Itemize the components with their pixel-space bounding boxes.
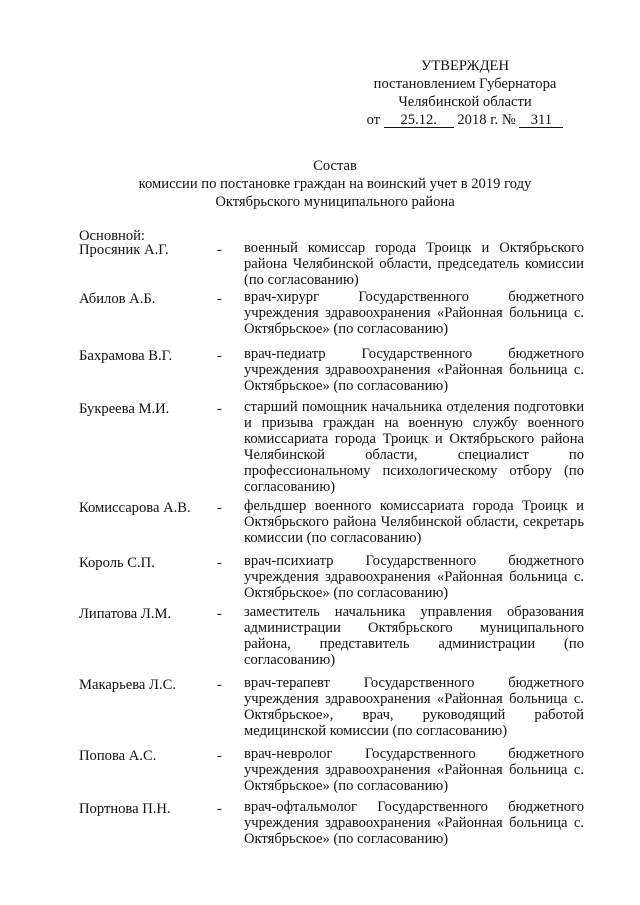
member-row — [79, 289, 584, 346]
member-name: Просяник А.Г. — [79, 242, 169, 258]
section-label: Основной: — [79, 228, 145, 244]
member-name: Абилов А.Б. — [79, 291, 156, 307]
member-role: заместитель начальника управления образования администрации Октябрьского муниципального района, представитель администрации (по согласованию) — [244, 604, 584, 668]
approval-decree: постановлением Губернатора — [373, 76, 557, 92]
member-name: Попова А.С. — [79, 748, 157, 764]
member-role: врач-психиатр Государственного бюджетного учреждения здравоохранения «Районная больница с. Октябрьское» (по согласованию) — [244, 553, 584, 601]
member-role: военный комиссар города Троицк и Октябрьского района Челябинской области, председатель комиссии (по согласованию) — [244, 240, 584, 288]
member-role: фельдшер военного комиссариата города Троицк и Октябрьского района Челябинской области, секретарь комиссии (по согласованию) — [244, 498, 584, 546]
member-name: Бахрамова В.Г. — [79, 348, 173, 364]
member-dash: - — [217, 748, 222, 764]
member-dash: - — [217, 606, 222, 622]
member-row — [79, 799, 584, 851]
member-dash: - — [217, 801, 222, 817]
approval-number: 311 — [519, 113, 563, 128]
approval-region: Челябинской области — [398, 94, 532, 110]
member-name: Букреева М.И. — [79, 401, 170, 417]
approval-prefix: от — [366, 112, 381, 128]
member-row — [79, 746, 584, 799]
member-row — [79, 675, 584, 746]
member-row — [79, 604, 584, 675]
member-role: врач-офтальмолог Государственного бюджетного учреждения здравоохранения «Районная больница с. Октябрьское» (по согласованию) — [244, 799, 584, 847]
approval-date: 25.12. — [384, 113, 454, 128]
title-line-1: Состав — [313, 158, 357, 174]
member-dash: - — [217, 348, 222, 364]
member-row — [79, 240, 584, 289]
member-dash: - — [217, 291, 222, 307]
member-role: старший помощник начальника отделения подготовки и призыва граждан на военную службу военного комиссариата города Троицк и Октябрьского района Челябинской области, специалист по профессиональному психологическому отбору (по согласованию) — [244, 399, 584, 495]
member-name: Макарьева Л.С. — [79, 677, 176, 693]
member-name: Король С.П. — [79, 555, 155, 571]
title-line-3: Октябрьского муниципального района — [215, 194, 455, 210]
approval-year: 2018 г. № — [457, 112, 516, 128]
member-role: врач-хирург Государственного бюджетного учреждения здравоохранения «Районная больница с. Октябрьское» (по согласованию) — [244, 289, 584, 337]
member-role: врач-педиатр Государственного бюджетного учреждения здравоохранения «Районная больница с. Октябрьское» (по согласованию) — [244, 346, 584, 394]
member-row — [79, 553, 584, 604]
member-row — [79, 399, 584, 498]
title-line-2: комиссии по постановке граждан на воинский учет в 2019 году — [138, 176, 532, 192]
members-list — [79, 240, 584, 851]
member-dash: - — [217, 401, 222, 417]
member-name: Комиссарова А.В. — [79, 500, 191, 516]
member-role: врач-терапевт Государственного бюджетного учреждения здравоохранения «Районная больница с. Октябрьское», врач, руководящий работой медицинской комиссии (по согласованию) — [244, 675, 584, 739]
member-dash: - — [217, 555, 222, 571]
approval-heading: УТВЕРЖДЕН — [421, 58, 509, 74]
member-dash: - — [217, 677, 222, 693]
member-row — [79, 346, 584, 399]
member-dash: - — [217, 500, 222, 516]
document-title — [80, 157, 590, 211]
member-role: врач-невролог Государственного бюджетного учреждения здравоохранения «Районная больница с. Октябрьское» (по согласованию) — [244, 746, 584, 794]
approval-stamp — [355, 57, 575, 129]
member-name: Липатова Л.М. — [79, 606, 172, 622]
member-row — [79, 498, 584, 553]
member-name: Портнова П.Н. — [79, 801, 171, 817]
approval-date-line — [355, 111, 575, 129]
member-dash: - — [217, 242, 222, 258]
